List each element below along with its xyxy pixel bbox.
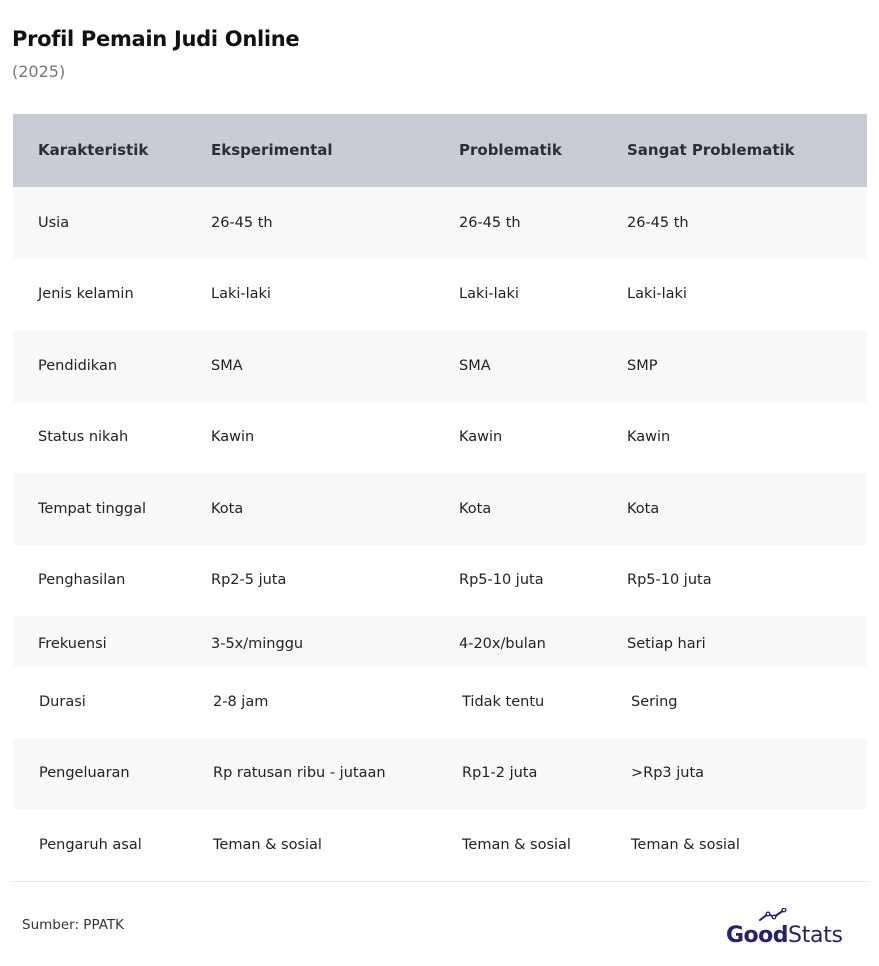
cell-eksperimental: Laki-laki <box>211 286 271 303</box>
row-label: Jenis kelamin <box>38 286 134 303</box>
row-label: Status nikah <box>38 429 129 446</box>
header-eksperimental: Eksperimental <box>211 141 333 159</box>
cell-sangat-problematik: Teman & sosial <box>631 836 740 853</box>
cell-sangat-problematik: Setiap hari <box>627 636 706 652</box>
cell-problematik: Rp1-2 juta <box>462 765 538 782</box>
cell-sangat-problematik: >Rp3 juta <box>631 765 705 782</box>
cell-eksperimental: Rp ratusan ribu - jutaan <box>213 765 386 782</box>
cell-sangat-problematik: Rp5-10 juta <box>627 572 712 589</box>
cell-sangat-problematik: SMP <box>627 357 658 374</box>
cell-eksperimental: 2-8 jam <box>213 693 269 710</box>
cell-problematik: Teman & sosial <box>462 836 571 853</box>
cell-sangat-problematik: Kota <box>627 500 660 517</box>
trend-arrow-icon <box>758 908 794 922</box>
page-title: Profil Pemain Judi Online <box>12 27 300 51</box>
cell-problematik: Laki-laki <box>459 286 519 303</box>
header-karakteristik: Karakteristik <box>38 141 149 159</box>
row-label: Tempat tinggal <box>38 500 147 517</box>
source-note: Sumber: PPATK <box>22 917 125 933</box>
row-label: Usia <box>38 214 70 231</box>
cell-problematik: 26-45 th <box>459 214 521 231</box>
cell-eksperimental: SMA <box>211 357 243 374</box>
cell-problematik: SMA <box>459 357 491 374</box>
row-label: Pendidikan <box>38 357 118 374</box>
table-row <box>13 259 867 331</box>
cell-eksperimental: Rp2-5 juta <box>211 572 287 589</box>
cell-eksperimental: Kawin <box>211 429 255 446</box>
header-sangat-problematik: Sangat Problematik <box>627 141 795 159</box>
cell-sangat-problematik: Sering <box>631 693 678 710</box>
cell-sangat-problematik: 26-45 th <box>627 214 689 231</box>
cell-problematik: Rp5-10 juta <box>459 572 544 589</box>
page-subtitle: (2025) <box>12 62 66 81</box>
cell-problematik: Tidak tentu <box>462 693 545 710</box>
cell-problematik: Kawin <box>459 429 503 446</box>
table-row <box>13 738 867 810</box>
row-label: Durasi <box>39 693 86 710</box>
cell-sangat-problematik: Laki-laki <box>627 286 687 303</box>
cell-sangat-problematik: Kawin <box>627 429 671 446</box>
cell-eksperimental: 26-45 th <box>211 214 273 231</box>
table-row <box>13 809 867 881</box>
goodstats-logo <box>726 912 843 948</box>
cell-eksperimental: 3-5x/minggu <box>211 636 304 652</box>
cell-problematik: 4-20x/bulan <box>459 636 546 652</box>
table-row <box>13 402 867 474</box>
row-label: Penghasilan <box>38 572 126 589</box>
row-label: Pengeluaran <box>39 765 130 782</box>
table-row <box>13 187 867 259</box>
table-row <box>13 616 867 666</box>
cell-eksperimental: Teman & sosial <box>213 836 322 853</box>
row-label: Pengaruh asal <box>39 836 142 853</box>
table-header <box>13 114 867 187</box>
header-problematik: Problematik <box>459 141 562 159</box>
logo-text-stats: Stats <box>788 923 843 948</box>
logo-text-good: Good <box>726 923 789 948</box>
profile-table <box>13 114 867 882</box>
table-row <box>13 473 867 545</box>
cell-eksperimental: Kota <box>211 500 244 517</box>
table-row <box>13 330 867 402</box>
table-row <box>13 666 867 738</box>
row-label: Frekuensi <box>38 636 107 652</box>
cell-problematik: Kota <box>459 500 492 517</box>
table-row <box>13 545 867 617</box>
